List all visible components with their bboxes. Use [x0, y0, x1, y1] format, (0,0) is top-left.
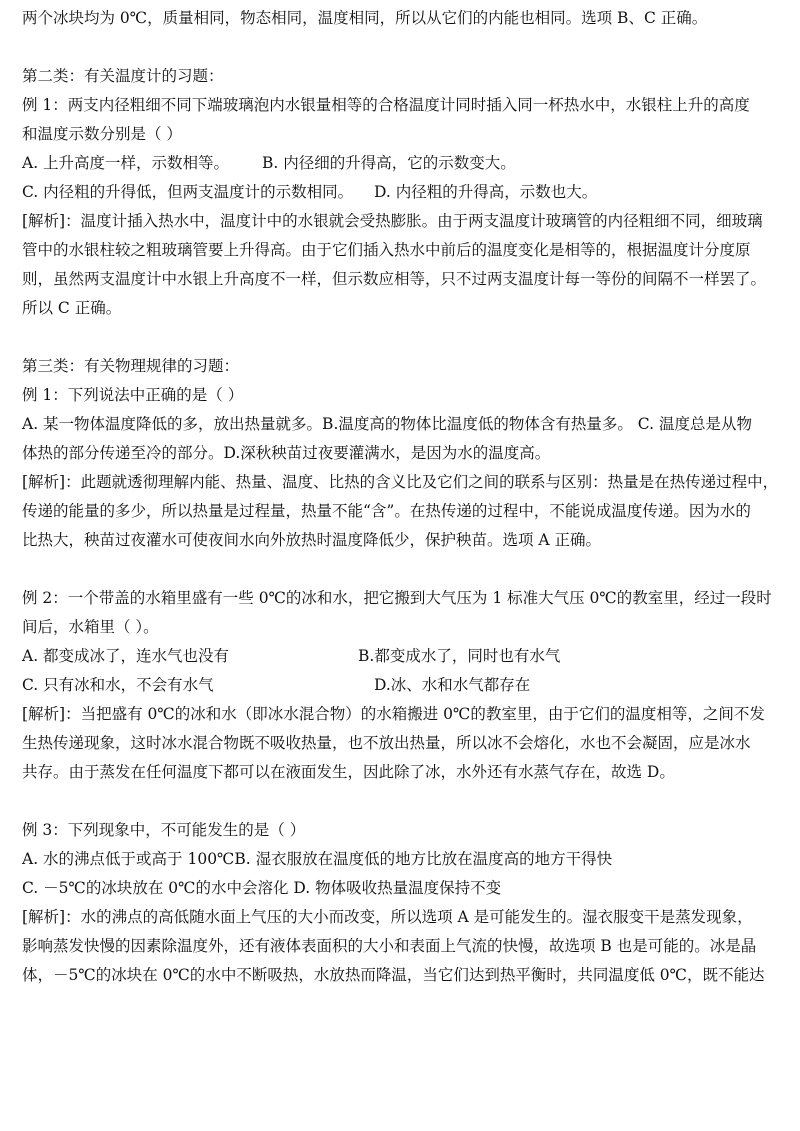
intro-line: 两个冰块均为 0℃，质量相同，物态相同，温度相同，所以从它们的内能也相同。选项 B、C 正确。: [22, 9, 708, 27]
spacer: [22, 787, 784, 816]
section2-analysis-line4: 所以 C 正确。: [22, 299, 122, 317]
ex2-options-row2: [22, 671, 784, 700]
section2-analysis-line3: 则，虽然两支温度计中水银上升高度不一样，但示数应相等，只不过两支温度计每一等份的间隔不一样罢了。: [22, 270, 767, 288]
ex2-options-row1: [22, 642, 784, 671]
ex3-analysis-line2: 影响蒸发快慢的因素除温度外，还有液体表面积的大小和表面上气流的快慢，故选项 B 也是可能的。冰是晶: [22, 937, 757, 955]
section2-options-row2: [22, 178, 784, 207]
option-b: B. 内径细的升得高，它的示数变大。: [262, 154, 516, 172]
section2-question-line2: 和温度示数分别是（ ）: [22, 125, 182, 143]
ex3-question: 例 3：下列现象中，不可能发生的是（ ）: [22, 821, 306, 839]
ex2-analysis-line1: [解析]：当把盛有 0℃的冰和水（即冰水混合物）的水箱搬进 0℃的教室里，由于它们的温度相等，之间不发: [22, 705, 765, 723]
ex2-analysis-line2: 生热传递现象，这时冰水混合物既不吸收热量，也不放出热量，所以冰不会熔化，水也不会凝固，应是冰水: [22, 734, 751, 752]
document-page: [22, 4, 784, 990]
spacer: [22, 323, 784, 352]
ex1-analysis-line1: [解析]：此题就透彻理解内能、热量、温度、比热的含义比及它们之间的联系与区别：热量是在热传递过程中，: [22, 473, 779, 491]
section2-analysis-line1: [解析]：温度计插入热水中，温度计中的水银就会受热膨胀。由于两支温度计玻璃管的内径粗细不同，细玻璃: [22, 212, 763, 230]
section2-question-line1: 例 1：两支内径粗细不同下端玻璃泡内水银量相等的合格温度计同时插入同一杯热水中，水银柱上升的高度: [22, 96, 750, 114]
spacer: [22, 555, 784, 584]
ex2-question-line2: 间后，水箱里（ ）。: [22, 618, 159, 636]
ex3-analysis-line1: [解析]：水的沸点的高低随水面上气压的大小而改变，所以选项 A 是可能发生的。湿衣服变干是蒸发现象，: [22, 908, 753, 926]
option-a: A. 上升高度一样，示数相等。: [22, 154, 230, 172]
option-b: B.都变成水了，同时也有水气: [358, 647, 561, 665]
ex1-analysis-line2: 传递的能量的多少，所以热量是过程量，热量不能“含”。在热传递的过程中，不能说成温度传递。因为水的: [22, 502, 751, 520]
ex1-analysis-line3: 比热大，秧苗过夜灌水可使夜间水向外放热时温度降低少，保护秧苗。选项 A 正确。: [22, 531, 602, 549]
option-c: C. 只有冰和水，不会有水气: [22, 676, 214, 694]
option-d: D.冰、水和水气都存在: [374, 676, 531, 694]
ex3-options-line2: C. －5℃的冰块放在 0℃的水中会溶化 D. 物体吸收热量温度保持不变: [22, 879, 502, 897]
ex3-options-line1: A. 水的沸点低于或高于 100℃B. 湿衣服放在温度低的地方比放在温度高的地方干得快: [22, 850, 613, 868]
ex2-question-line1: 例 2：一个带盖的水箱里盛有一些 0℃的冰和水，把它搬到大气压为 1 标准大气压 0℃的教室里，经过一段时: [22, 589, 772, 607]
section2-options-row1: [22, 149, 784, 178]
option-c: C. 内径粗的升得低，但两支温度计的示数相同。: [22, 183, 354, 201]
ex1-question: 例 1：下列说法中正确的是（ ）: [22, 386, 244, 404]
ex3-analysis-line3: 体，－5℃的冰块在 0℃的水中不断吸热，水放热而降温，当它们达到热平衡时，共同温度低 0℃，既不能达: [22, 966, 765, 984]
ex1-options-line1: A. 某一物体温度降低的多，放出热量就多。B.温度高的物体比温度低的物体含有热量多。 C. 温度总是从物: [22, 415, 752, 433]
ex2-analysis-line3: 共存。由于蒸发在任何温度下都可以在液面发生，因此除了冰，水外还有水蒸气存在，故选 D。: [22, 763, 675, 781]
option-d: D. 内径粗的升得高，示数也大。: [374, 183, 598, 201]
section2-heading: 第二类：有关温度计的习题：: [22, 67, 224, 85]
ex1-options-line2: 体热的部分传递至冷的部分。D.深秋秧苗过夜要灌满水，是因为水的温度高。: [22, 444, 551, 462]
section2-analysis-line2: 管中的水银柱较之粗玻璃管要上升得高。由于它们插入热水中前后的温度变化是相等的，根据温度计分度原: [22, 241, 751, 259]
section3-heading: 第三类：有关物理规律的习题：: [22, 357, 240, 375]
option-a: A. 都变成冰了，连水气也没有: [22, 647, 230, 665]
spacer: [22, 33, 784, 62]
